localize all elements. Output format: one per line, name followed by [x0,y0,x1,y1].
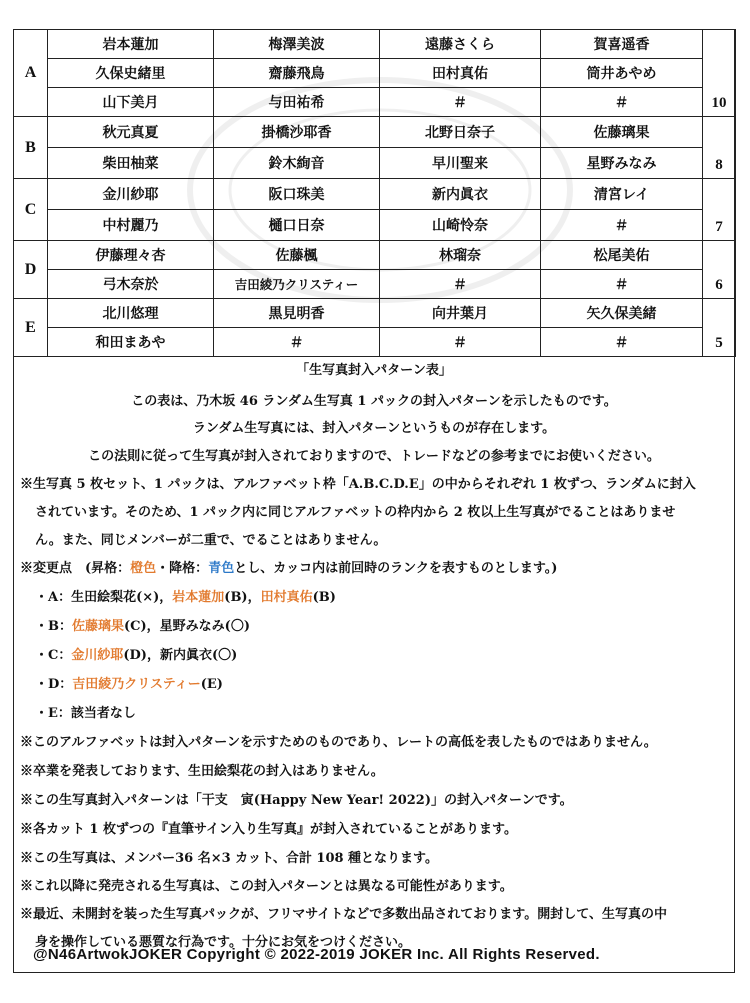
member-cell: 筒井あやめ [541,59,703,88]
member-cell: ＃ [541,210,703,241]
note-7b: 身を操作している悪質な行為です。十分にお気をつけください。 [35,935,411,950]
table-row [14,241,736,270]
member-cell: 向井葉月 [380,299,541,328]
group-count-c: 7 [703,179,736,241]
table-row [14,270,736,299]
member-cell: 佐藤楓 [214,241,380,270]
member-cell: ＃ [541,328,703,357]
member-cell: 中村麗乃 [48,210,214,241]
change-b: ・B：佐藤璃果(C)，星野みなみ(〇) [35,619,250,634]
note-4: ※各カット 1 枚ずつの『直筆サイン入り生写真』が封入されていることがあります。 [20,822,518,837]
member-cell: 柴田柚菜 [48,148,214,179]
pattern-table [13,29,736,357]
member-cell: 吉田綾乃クリスティー [214,270,380,299]
member-cell: 松尾美佑 [541,241,703,270]
note-6: ※これ以降に発売される生写真は、この封入パターンとは異なる可能性があります。 [20,879,513,894]
member-cell: ＃ [541,270,703,299]
copyright-footer: @N46ArtwokJOKER Copyright © 2022-2019 JOKER Inc. All Rights Reserved. [33,946,600,963]
group-count-d: 6 [703,241,736,299]
member-cell: 和田まあや [48,328,214,357]
table-row [14,299,736,328]
rule-line-2: されています。そのため、1 パック内に同じアルファベットの枠内から 2 枚以上生写真がでることはありませ [35,505,676,520]
member-cell: 山崎怜奈 [380,210,541,241]
member-cell: 北川悠理 [48,299,214,328]
member-cell: 佐藤璃果 [541,117,703,148]
change-c: ・C：金川紗耶(D)，新内眞衣(〇) [35,648,238,663]
change-e: ・E：該当者なし [35,706,136,721]
group-label-c: C [14,179,48,241]
member-cell: 賀喜遥香 [541,30,703,59]
member-cell: ＃ [380,88,541,117]
rule-line-3: ん。また、同じメンバーが二重で、でることはありません。 [35,533,387,548]
rule-line-1: ※生写真 5 枚セット、1 パックは、アルファベット枠「A.B.C.D.E」の中からそれぞれ 1 枚ずつ、ランダムに封入 [20,477,696,492]
member-cell: 林瑠奈 [380,241,541,270]
note-5: ※この生写真は、メンバー36 名×3 カット、合計 108 種となります。 [20,851,439,866]
group-count-e: 5 [703,299,736,357]
notes-title: 「生写真封入パターン表」 [296,363,452,378]
group-label-a: A [14,30,48,117]
member-cell: 金川紗耶 [48,179,214,210]
table-row [14,148,736,179]
member-cell: 早川聖来 [380,148,541,179]
member-cell: ＃ [380,328,541,357]
member-cell: 伊藤理々杏 [48,241,214,270]
member-cell: 矢久保美緒 [541,299,703,328]
member-cell: 田村真佑 [380,59,541,88]
member-cell: 齋藤飛鳥 [214,59,380,88]
member-cell: 樋口日奈 [214,210,380,241]
member-cell: 阪口珠美 [214,179,380,210]
table-row [14,88,736,117]
promotion-color-label: 橙色 [130,561,157,576]
table-row [14,117,736,148]
member-cell: 清宮レイ [541,179,703,210]
group-label-e: E [14,299,48,357]
table-row [14,30,736,59]
change-a: ・A：生田絵梨花(×)，岩本蓮加(B)，田村真佑(B) [35,590,336,605]
table-row [14,210,736,241]
member-cell: 鈴木絢音 [214,148,380,179]
member-cell: 弓木奈於 [48,270,214,299]
member-cell: 与田祐希 [214,88,380,117]
member-cell: ＃ [380,270,541,299]
note-2: ※卒業を発表しております、生田絵梨花の封入はありません。 [20,764,384,779]
member-cell: 岩本蓮加 [48,30,214,59]
demotion-color-label: 青色 [208,561,235,576]
group-label-d: D [14,241,48,299]
group-label-b: B [14,117,48,179]
member-cell: 星野みなみ [541,148,703,179]
member-cell: 梅澤美波 [214,30,380,59]
member-cell: 山下美月 [48,88,214,117]
table-row [14,179,736,210]
member-cell: 北野日奈子 [380,117,541,148]
intro-line-3: この法則に従って生写真が封入されておりますので、トレードなどの参考までにお使いください。 [88,449,660,464]
table-row [14,59,736,88]
member-cell: 遠藤さくら [380,30,541,59]
member-cell: 掛橋沙耶香 [214,117,380,148]
group-count-b: 8 [703,117,736,179]
note-3: ※この生写真封入パターンは「干支 寅(Happy New Year! 2022)」の封入パターンです。 [20,793,573,808]
intro-line-1: この表は、乃木坂 46 ランダム生写真 1 パックの封入パターンを示したものです。 [131,394,617,409]
table-row [14,328,736,357]
member-cell: ＃ [541,88,703,117]
intro-line-2: ランダム生写真には、封入パターンというものが存在します。 [192,421,556,436]
member-cell: 秋元真夏 [48,117,214,148]
member-cell: 黒見明香 [214,299,380,328]
group-count-a: 10 [703,30,736,117]
note-1: ※このアルファベットは封入パターンを示すためのものであり、レートの高低を表したものではありません。 [20,735,657,750]
member-cell: 新内眞衣 [380,179,541,210]
change-legend: ※変更点 (昇格：橙色・降格：青色とし、カッコ内は前回時のランクを表すものとします。) [20,561,558,576]
note-7a: ※最近、未開封を装った生写真パックが、フリマサイトなどで多数出品されております。開封して、生写真の中 [20,907,668,922]
member-cell: ＃ [214,328,380,357]
change-d: ・D：吉田綾乃クリスティー(E) [35,677,223,692]
member-cell: 久保史緒里 [48,59,214,88]
